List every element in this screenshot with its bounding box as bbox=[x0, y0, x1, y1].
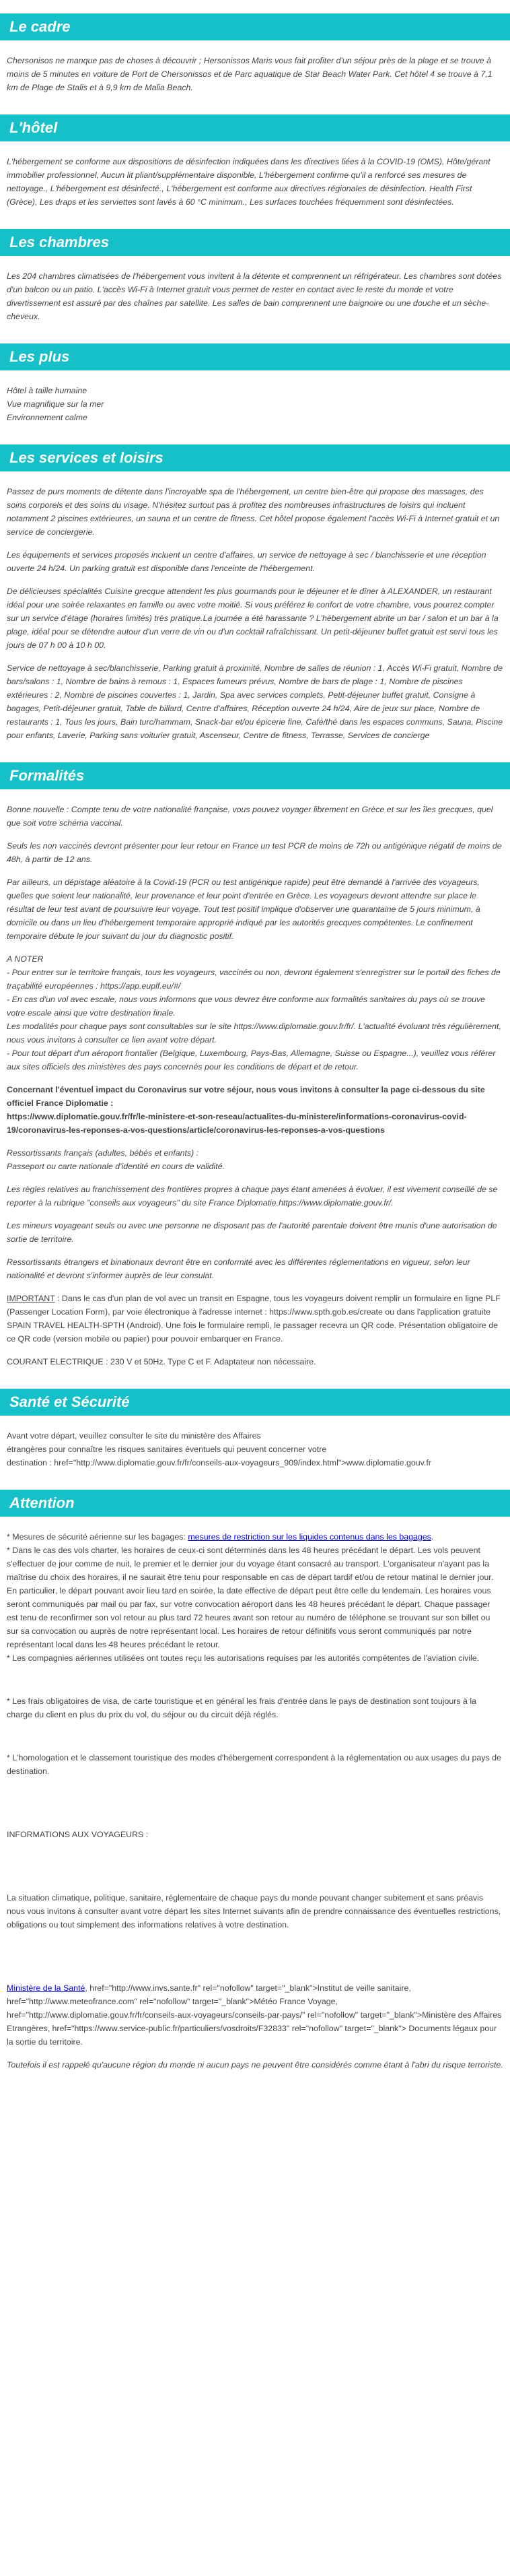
note-line: - Pour tout départ d'un aéroport frontalier (Belgique, Luxembourg, Pays-Bas, Allemagne, Suisse ou Espagne...), veuillez vous référer aux sites officiels des ministères des pays concernés pour les conditions de départ et de retour. bbox=[7, 1049, 496, 1071]
important-text: : Dans le cas d'un plan de vol avec un transit en Espagne, tous les voyageurs doivent remplir un formulaire en ligne PLF (Passenger Location Form), par voie électronique à l'adresse internet : https://www.spth.gob.es/create ou dans l'application gratuite SPAIN TRAVEL HEALTH-SPTH (Android). Une fois le formulaire rempli, le passager recevra un QR code. Présentation obligatoire de ce QR code (version mobile ou papier) pour pouvoir embarquer en France. bbox=[7, 1294, 501, 1344]
note-line: Les modalités pour chaque pays sont consultables sur le site https://www.diplomatie.gouv.fr/fr/. L'actualité évoluant très régulièrement, nous vous invitons à consulter ce lien avant votre départ. bbox=[7, 1022, 501, 1045]
section-chambres bbox=[0, 229, 510, 323]
section-title-hotel: L'hôtel bbox=[0, 114, 510, 141]
services-text-2: Les équipements et services proposés incluent un centre d'affaires, un service de nettoyage à sec / blanchisserie et une réception ouverte 24 h/24. Un parking gratuit est disponible dans l'enceinte de l'hébergement. bbox=[7, 550, 486, 573]
attention-text-1 bbox=[7, 1530, 503, 1665]
id-line: Passeport ou carte nationale d'identité en cours de validité. bbox=[7, 1162, 225, 1171]
attention-text-5 bbox=[7, 1891, 503, 1931]
section-attention bbox=[0, 1490, 510, 2072]
formalites-text-3: Par ailleurs, un dépistage aléatoire à la Covid-19 (PCR ou test antigénique rapide) peut être demandé à l'arrivée des voyageurs, quelles que soient leur nationalité, leur provenance et leur point d'entrée en Grèce. Les voyageurs devront attendre sur place le résultat de leur test avant de poursuivre leur voyage. Tout test positif implique d'observer une quarantaine de 5 jours minimum, à domicile ou dans un lieu d'hébergement temporaire approprié indiqué par les autorités grecques compétentes. Le confinement temporaire débute le jour suivant du jour du diagnostic positif. bbox=[7, 878, 480, 941]
attention-text-2: * Les frais obligatoires de visa, de carte touristique et en général les frais d'entrée dans le pays de destination sont toujours à la charge du client en plus du prix du vol, du séjour ou du circuit déjà réglés. bbox=[7, 1696, 477, 1719]
sante-line: Avant votre départ, veuillez consulter le site du ministère des Affaires bbox=[7, 1431, 261, 1441]
attention-links bbox=[7, 1981, 503, 2049]
note-line: - Pour entrer sur le territoire français, tous les voyageurs, vaccinés ou non, devront également s'enregistrer sur le portail des fiches de traçabilité européennes : https://app.euplf.eu/#/ bbox=[7, 968, 501, 991]
section-title-attention: Attention bbox=[0, 1490, 510, 1517]
situation-line: nous vous invitons à consulter avant votre départ les sites Internet suivants afin de prendre connaissance des éventuelles restrictions, obligations ou tout simplement des informations relatives à votre destination. bbox=[7, 1907, 501, 1929]
note-line: - En cas d'un vol avec escale, nous vous informons que vous devrez être conforme aux formalités sanitaires du pays où se trouve votre escale ainsi que votre destination finale. bbox=[7, 995, 486, 1018]
id-line: Ressortissants français (adultes, bébés et enfants) : bbox=[7, 1148, 199, 1158]
sante-line: étrangères pour connaître les risques sanitaires éventuels qui peuvent concerner votre bbox=[7, 1445, 327, 1454]
attention-text-3: * L'homologation et le classement touristique des modes d'hébergement correspondent à la réglementation ou aux usages du pays de destination. bbox=[7, 1753, 501, 1776]
formalites-text-8: Les mineurs voyageant seuls ou avec une personne ne disposant pas de l'autorité parentale doivent être munis d'une autorisation de sortie de territoire. bbox=[7, 1221, 497, 1244]
important-label: IMPORTANT bbox=[7, 1294, 55, 1303]
coronavirus-notice bbox=[7, 1083, 503, 1137]
formalites-text-9: Ressortissants étrangers et binationaux devront être en conformité avec les différentes réglementations en vigueur, selon leur nationalité et devront s'informer auprès de leur consulat. bbox=[7, 1257, 470, 1280]
section-hotel bbox=[0, 114, 510, 209]
situation-line: La situation climatique, politique, sanitaire, réglementaire de chaque pays du monde pouvant changer subitement et sans préavis bbox=[7, 1893, 484, 1903]
plus-item: Environnement calme bbox=[7, 413, 87, 422]
section-title-cadre: Le cadre bbox=[0, 13, 510, 40]
section-title-services: Les services et loisirs bbox=[0, 444, 510, 471]
section-title-sante: Santé et Sécurité bbox=[0, 1389, 510, 1416]
sante-line: destination : href="http://www.diplomatie.gouv.fr/fr/conseils-aux-voyageurs_909/index.html">www.diplomatie.gouv.fr bbox=[7, 1458, 431, 1467]
formalites-text-2: Seuls les non vaccinés devront présenter pour leur retour en France un test PCR de moins de 72h ou antigénique négatif de moins de 48h, à partir de 12 ans. bbox=[7, 841, 502, 864]
section-sante bbox=[0, 1389, 510, 1469]
formalites-text-7: Les règles relatives au franchissement des frontières propres à chaque pays étant amenées à évoluer, il est vivement conseillé de se reporter à la rubrique "conseils aux voyageurs" du site France Diplomatie.https://www.diplomatie.gouv.fr/. bbox=[7, 1185, 498, 1208]
id-requirements bbox=[7, 1146, 503, 1173]
ministry-health-link[interactable]: Ministère de la Santé bbox=[7, 1983, 85, 1993]
plus-item: Vue magnifique sur la mer bbox=[7, 399, 104, 409]
sante-text bbox=[7, 1429, 503, 1469]
electric-info: COURANT ELECTRIQUE : 230 V et 50Hz. Type C et F. Adaptateur non nécessaire. bbox=[7, 1357, 316, 1366]
cadre-text: Chersonisos ne manque pas de choses à découvrir ; Hersonissos Maris vous fait profiter d'un séjour près de la plage et se trouve à moins de 5 minutes en voiture de Port de Chersonissos et de Parc aquatique de Star Beach Water Park. Cet hôtel 4 se trouve à 7,1 km de Plage de Stalis et à 9,9 km de Malia Beach. bbox=[7, 56, 493, 92]
section-formalites bbox=[0, 762, 510, 1368]
note-label: A NOTER bbox=[7, 954, 44, 964]
travellers-info-heading: INFORMATIONS AUX VOYAGEURS : bbox=[7, 1830, 149, 1839]
section-services bbox=[0, 444, 510, 742]
services-text-1: Passez de purs moments de détente dans l'incroyable spa de l'hébergement, un centre bien-être qui propose des massages, des soins corporels et des soins du visage. N'hésitez surtout pas à profitez des nombreuses infrastructures de loisirs qui incluent notamment 2 piscines extérieures, un sauna et un centre de fitness. Cet hôtel propose également l'accès Wi-Fi à Internet gratuit et un service de conciergerie. bbox=[7, 487, 500, 537]
coronavirus-link[interactable]: https://www.diplomatie.gouv.fr/fr/le-ministere-et-son-reseau/actualites-du-ministere/informations-coronavirus-covid-19/coronavirus-les-reponses-a-vos-questions/article/coronavirus-les-reponses-a-vos-questions bbox=[7, 1112, 467, 1135]
attention-text-7: Toutefois il est rappelé qu'aucune région du monde ni aucun pays ne peuvent être considérés comme étant à l'abri du risque terroriste. bbox=[7, 2060, 503, 2070]
hotel-text: L'hébergement se conforme aux dispositions de désinfection indiquées dans les directives liées à la COVID-19 (OMS), Hôte/gérant immobilier professionnel, Aucun lit pliant/supplémentaire disponible, L'hébergement confirme qu'il a renforcé ses mesures de nettoyage., L'hébergement est désinfecté., L'hébergement est conforme aux directives régionales de désinfection. Health First (Grèce), Les draps et les serviettes sont lavés à 60 °C minimum., Les surfaces touchées fréquemment sont désinfectées. bbox=[7, 157, 490, 207]
liquids-restriction-link[interactable]: mesures de restriction sur les liquides contenus dans les bagages bbox=[188, 1532, 431, 1542]
services-text-3: De délicieuses spécialités Cuisine grecque attendent les plus gourmands pour le déjeuner et le dîner à ALEXANDER, un restaurant idéal pour une soirée relaxantes en famille ou avec votre moitié. Si vous préférez le confort de votre chambre, vous pourrez compter sur un service d'étage (horaires limités) très pratique.La journée a été harassante ? L'hébergement abrite un bar / salon et un bar à la plage, idéal pour se détendre autour d'un verre de vin ou d'un cocktail rafraîchissant. Un petit-déjeuner buffet gratuit est servi tous les jours de 07 h 00 à 10 h 00. bbox=[7, 587, 499, 650]
formalites-note bbox=[7, 952, 503, 1074]
chambres-text: Les 204 chambres climatisées de l'hébergement vous invitent à la détente et comprennent un réfrigérateur. Les chambres sont dotées d'un balcon ou un patio. L'accès Wi-Fi à Internet gratuit vous permet de rester en contact avec le reste du monde et votre divertissement est assuré par des chaînes par satellite. Les salles de bain comprennent une baignoire ou une douche et un sèche-cheveux. bbox=[7, 271, 502, 321]
plus-item: Hôtel à taille humaine bbox=[7, 386, 87, 395]
flights-info: . * Dans le cas des vols charter, les horaires de ceux-ci sont déterminés dans les 48 heures précédant le départ. Les vols peuvent s'effectuer de jour comme de nuit, le premier et le dernier jour du voyage étant consacré au transport. L'organisateur n'ayant pas la maîtrise du choix des horaires, il ne saurait être tenu pour responsable en cas de départ tardif et/ou de retour matinal le dernier jour. En particulier, le départ pouvant avoir lieu tard en soirée, la date effective de départ peut être celle du lendemain. Les horaires vous seront communiqués par mail ou par fax, sur votre convocation aéroport dans les 48 heures précédant le départ. Chaque passager est tenu de reconfirmer son vol retour au plus tard 72 heures avant son retour au numéro de téléphone se trouvant sur son billet ou sur sa convocation ou auprès de notre représentant local. Les horaires de retour définitifs vous seront communiqués par notre représentant local dans les 48 heures précédant le retour. * Les compagnies aériennes utilisées ont toutes reçu les autorisations requises par les autorités compétentes de l'aviation civile. bbox=[7, 1532, 494, 1663]
section-plus bbox=[0, 343, 510, 424]
section-cadre bbox=[0, 13, 510, 94]
important-notice bbox=[7, 1292, 503, 1346]
coronavirus-notice-text: Concernant l'éventuel impact du Coronavirus sur votre séjour, nous vous invitons à consulter la page ci-dessous du site officiel France Diplomatie : bbox=[7, 1085, 485, 1108]
section-title-plus: Les plus bbox=[0, 343, 510, 370]
section-title-formalites: Formalités bbox=[0, 762, 510, 789]
links-text: , href="http://www.invs.sante.fr" rel="nofollow" target="_blank">Institut de veille sanitaire, href="http://www.meteofrance.com" rel="nofollow" target="_blank">Météo France Voyage, href="http://www.diplomatie.gouv.fr/fr/conseils-aux-voyageurs/conseils-par-pays/" rel="nofollow" target="_blank">Ministère des Affaires Etrangères, href="https://www.service-public.fr/particuliers/vosdroits/F32833" rel="nofollow" target="_blank"> Documents légaux pour la sortie du territoire. bbox=[7, 1983, 502, 2047]
formalites-text-1: Bonne nouvelle : Compte tenu de votre nationalité française, vous pouvez voyager librement en Grèce et sur les îles grecques, quel que soit votre schéma vaccinal. bbox=[7, 805, 493, 828]
section-title-chambres: Les chambres bbox=[0, 229, 510, 256]
services-text-4: Service de nettoyage à sec/blanchisserie, Parking gratuit à proximité, Nombre de salles de réunion : 1, Accès Wi-Fi gratuit, Nombre de bars/salons : 1, Nombre de bains à remous : 1, Espaces fumeurs prévus, Nombre de bars de plage : 1, Nombre de piscines extérieures : 2, Nombre de piscines couvertes : 1, Jardin, Spa avec services complets, Petit-déjeuner buffet gratuit, Consigne à bagages, Petit-déjeuner gratuit, Table de billard, Centre d'affaires, Réception ouverte 24 h/24, Aire de jeux sur place, Nombre de restaurants : 1, Tous les jours, Bain turc/hammam, Snack-bar et/ou épicerie fine, Café/thé dans les espaces communs, Sauna, Piscine pour enfants, Laverie, Parking sans voiturier gratuit, Ascenseur, Centre de fitness, Terrasse, Services de concierge bbox=[7, 663, 503, 740]
baggage-prefix: * Mesures de sécurité aérienne sur les bagages: bbox=[7, 1532, 188, 1542]
